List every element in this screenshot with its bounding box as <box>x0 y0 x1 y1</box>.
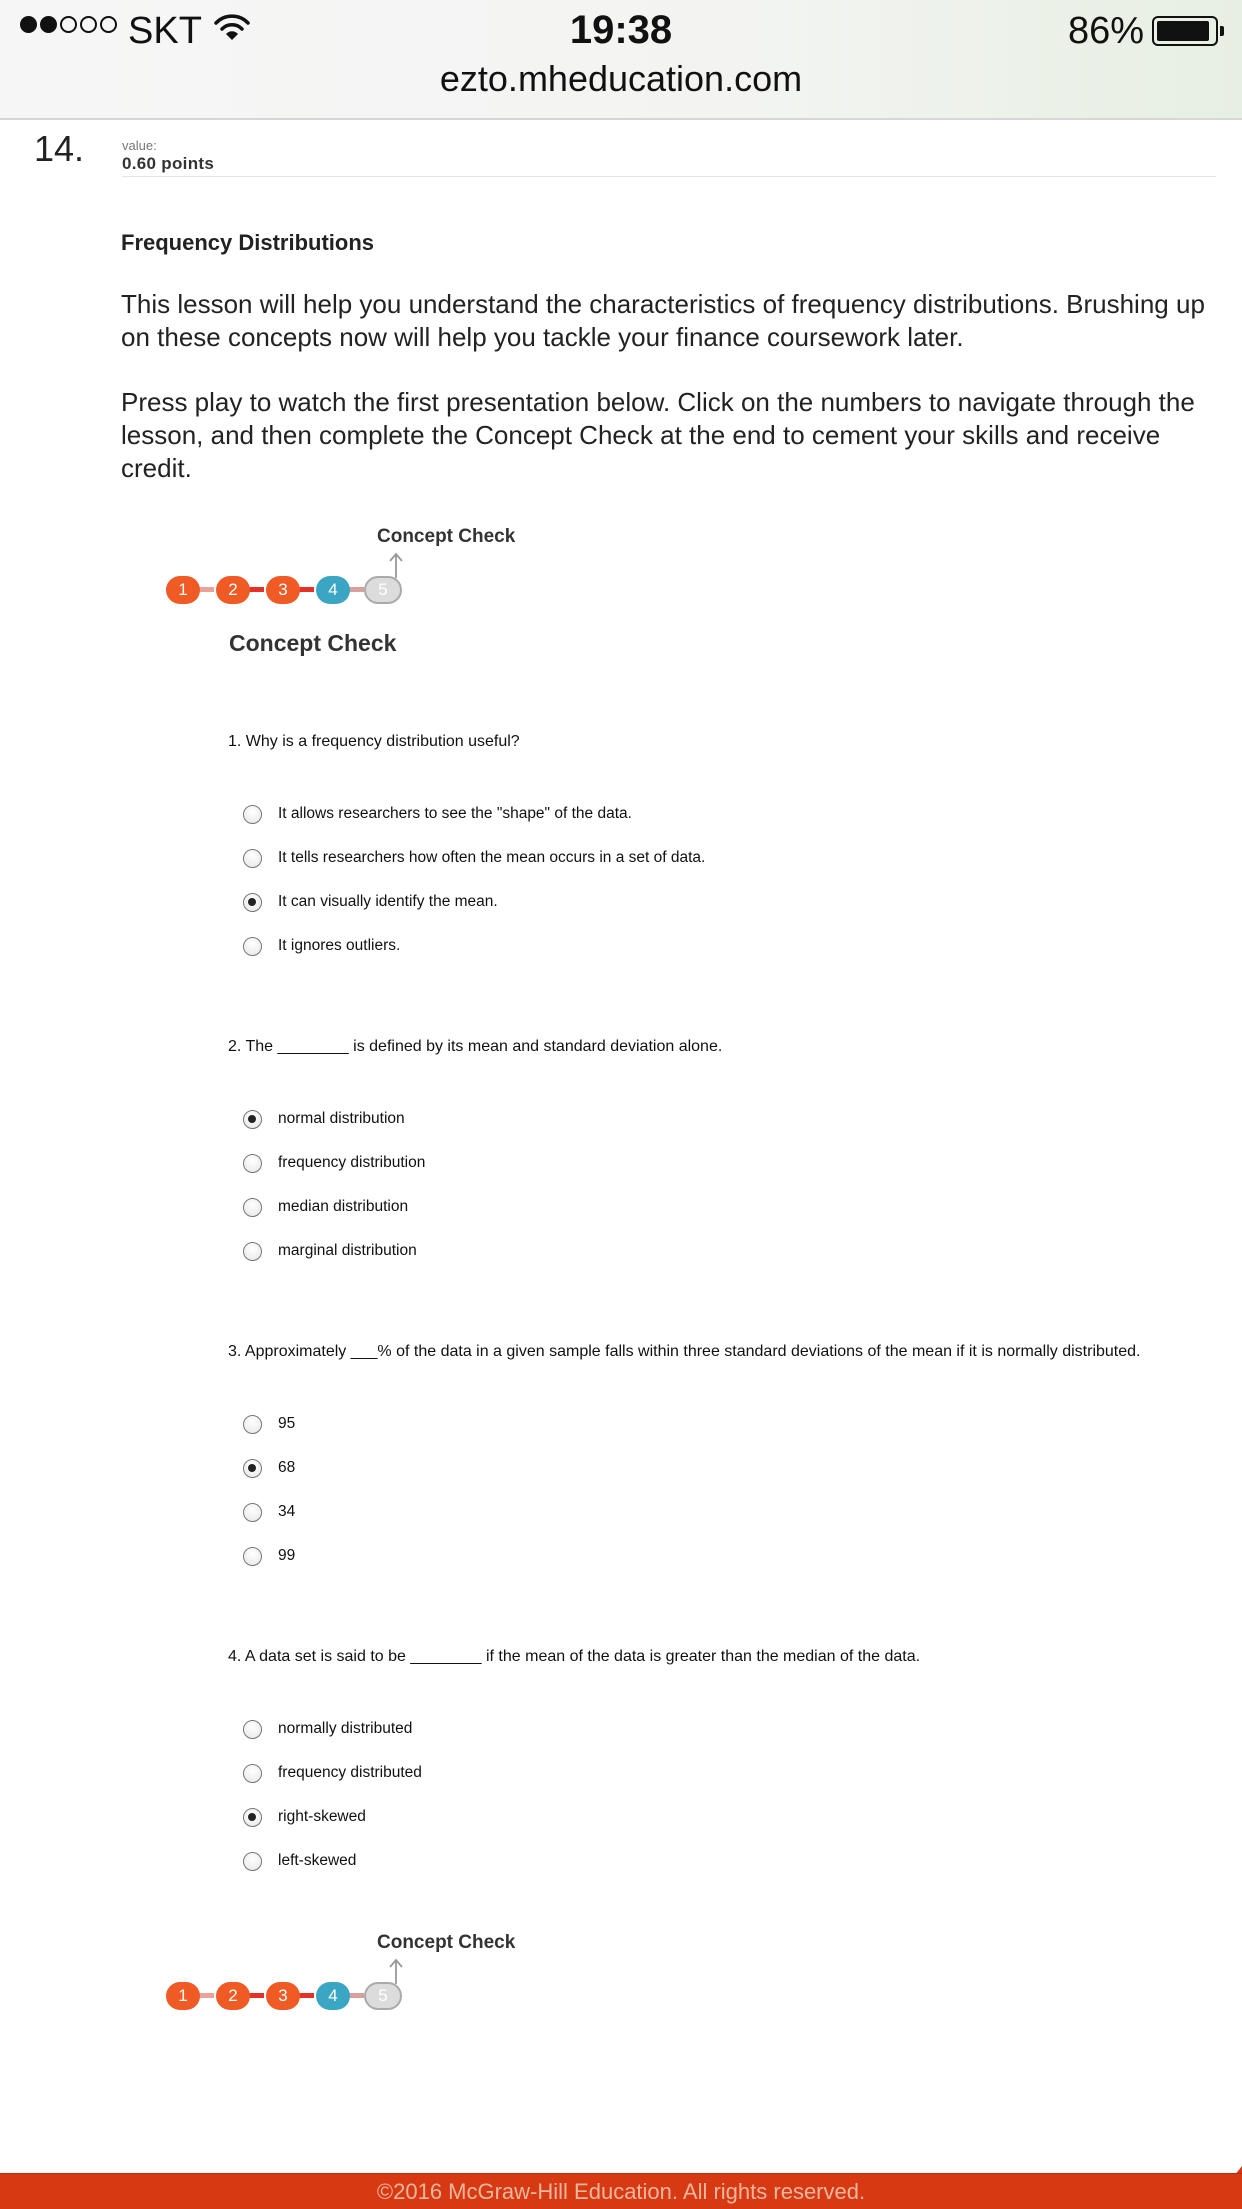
q4-option-4[interactable] <box>243 1849 356 1873</box>
radio-button[interactable] <box>243 849 262 868</box>
radio-button-selected[interactable] <box>243 893 262 912</box>
concept-check-heading: Concept Check <box>229 630 397 656</box>
radio-button[interactable] <box>243 1242 262 1261</box>
radio-button[interactable] <box>243 1720 262 1739</box>
q3-option-3[interactable] <box>243 1500 295 1524</box>
radio-button[interactable] <box>243 1547 262 1566</box>
question-4-text: 4. A data set is said to be ________ if the mean of the data is greater than the median of the data. <box>228 1648 921 1665</box>
step-1-button[interactable]: 1 <box>166 576 200 604</box>
points-value: 0.60 points <box>122 154 215 173</box>
radio-button-selected[interactable] <box>243 1459 262 1478</box>
question-3-text: 3. Approximately ___% of the data in a given sample falls within three standard deviations of the mean if it is normally distributed. <box>228 1343 1141 1360</box>
q4-option-3[interactable] <box>243 1805 366 1829</box>
concept-check-marker-label: Concept Check <box>377 526 516 547</box>
lesson-title: Frequency Distributions <box>121 230 375 255</box>
step-1-button[interactable]: 1 <box>166 1982 200 2010</box>
arrow-up-icon <box>388 1958 404 1984</box>
option-label: normally distributed <box>278 1720 413 1737</box>
url-bar[interactable]: ezto.mheducation.com <box>439 58 803 99</box>
option-label: 68 <box>278 1459 296 1476</box>
question-2-text: 2. The ________ is defined by its mean and standard deviation alone. <box>228 1038 723 1055</box>
q2-option-2[interactable] <box>243 1151 425 1175</box>
radio-button[interactable] <box>243 1852 262 1871</box>
carrier-name: SKT <box>128 10 202 52</box>
option-label: It allows researchers to see the "shape" of the data. <box>278 805 632 822</box>
option-label: left-skewed <box>278 1852 357 1869</box>
step-4-button[interactable]: 4 <box>316 1982 350 2010</box>
option-label: It can visually identify the mean. <box>278 893 498 910</box>
radio-button[interactable] <box>243 937 262 956</box>
lesson-navigator-top <box>162 526 516 636</box>
question-1-text: 1. Why is a frequency distribution useful? <box>228 733 520 750</box>
step-3-button[interactable]: 3 <box>266 576 300 604</box>
lesson-intro-paragraph: This lesson will help you understand the characteristics of frequency distributions. Brushing up on these concepts now will help you tackle your finance coursework later. <box>121 289 1205 352</box>
option-label: right-skewed <box>278 1808 366 1825</box>
option-label: 34 <box>278 1503 296 1520</box>
q3-option-1[interactable] <box>243 1412 295 1436</box>
option-label: 95 <box>278 1415 296 1432</box>
radio-button[interactable] <box>243 1154 262 1173</box>
radio-button[interactable] <box>243 1764 262 1783</box>
radio-button[interactable] <box>243 805 262 824</box>
step-5-button[interactable]: 5 <box>364 1982 402 2010</box>
q4-option-1[interactable] <box>243 1717 412 1741</box>
q2-option-3[interactable] <box>243 1195 408 1219</box>
q2-option-4[interactable] <box>243 1239 417 1263</box>
radio-button[interactable] <box>243 1415 262 1434</box>
radio-button-selected[interactable] <box>243 1808 262 1827</box>
option-label: 99 <box>278 1547 296 1564</box>
value-label: value: <box>122 138 157 153</box>
battery-icon <box>1152 16 1218 46</box>
step-3-button[interactable]: 3 <box>266 1982 300 2010</box>
step-2-button[interactable]: 2 <box>216 576 250 604</box>
status-time: 19:38 <box>569 8 673 52</box>
copyright-footer: ©2016 McGraw-Hill Education. All rights reserved. <box>0 2173 1242 2209</box>
q3-option-2[interactable] <box>243 1456 295 1480</box>
q1-option-1[interactable] <box>243 802 632 826</box>
q2-option-1[interactable] <box>243 1107 405 1131</box>
arrow-up-icon <box>388 552 404 578</box>
lesson-instructions-paragraph: Press play to watch the first presentation below. Click on the numbers to navigate through the lesson, and then complete the Concept Check at the end to cement your skills and receive credit. <box>121 387 1195 483</box>
concept-check-marker-label: Concept Check <box>377 1932 516 1953</box>
option-label: median distribution <box>278 1198 409 1215</box>
radio-button[interactable] <box>243 1198 262 1217</box>
question-number: 14. <box>34 128 85 169</box>
q4-option-2[interactable] <box>243 1761 422 1785</box>
q1-option-4[interactable] <box>243 934 400 958</box>
option-label: It tells researchers how often the mean occurs in a set of data. <box>278 849 706 866</box>
browser-top-bar <box>0 0 1242 120</box>
radio-button-selected[interactable] <box>243 1110 262 1129</box>
battery-percentage: 86% <box>1068 10 1145 52</box>
step-2-button[interactable]: 2 <box>216 1982 250 2010</box>
radio-button[interactable] <box>243 1503 262 1522</box>
q1-option-3[interactable] <box>243 890 498 914</box>
step-4-button[interactable]: 4 <box>316 576 350 604</box>
option-label: It ignores outliers. <box>278 937 401 954</box>
header-divider <box>122 176 1216 177</box>
q1-option-2[interactable] <box>243 846 705 870</box>
q3-option-4[interactable] <box>243 1544 295 1568</box>
step-5-button[interactable]: 5 <box>364 576 402 604</box>
option-label: frequency distributed <box>278 1764 422 1781</box>
option-label: marginal distribution <box>278 1242 417 1259</box>
option-label: frequency distribution <box>278 1154 426 1171</box>
lesson-navigator-bottom <box>162 1932 516 2042</box>
option-label: normal distribution <box>278 1110 405 1127</box>
